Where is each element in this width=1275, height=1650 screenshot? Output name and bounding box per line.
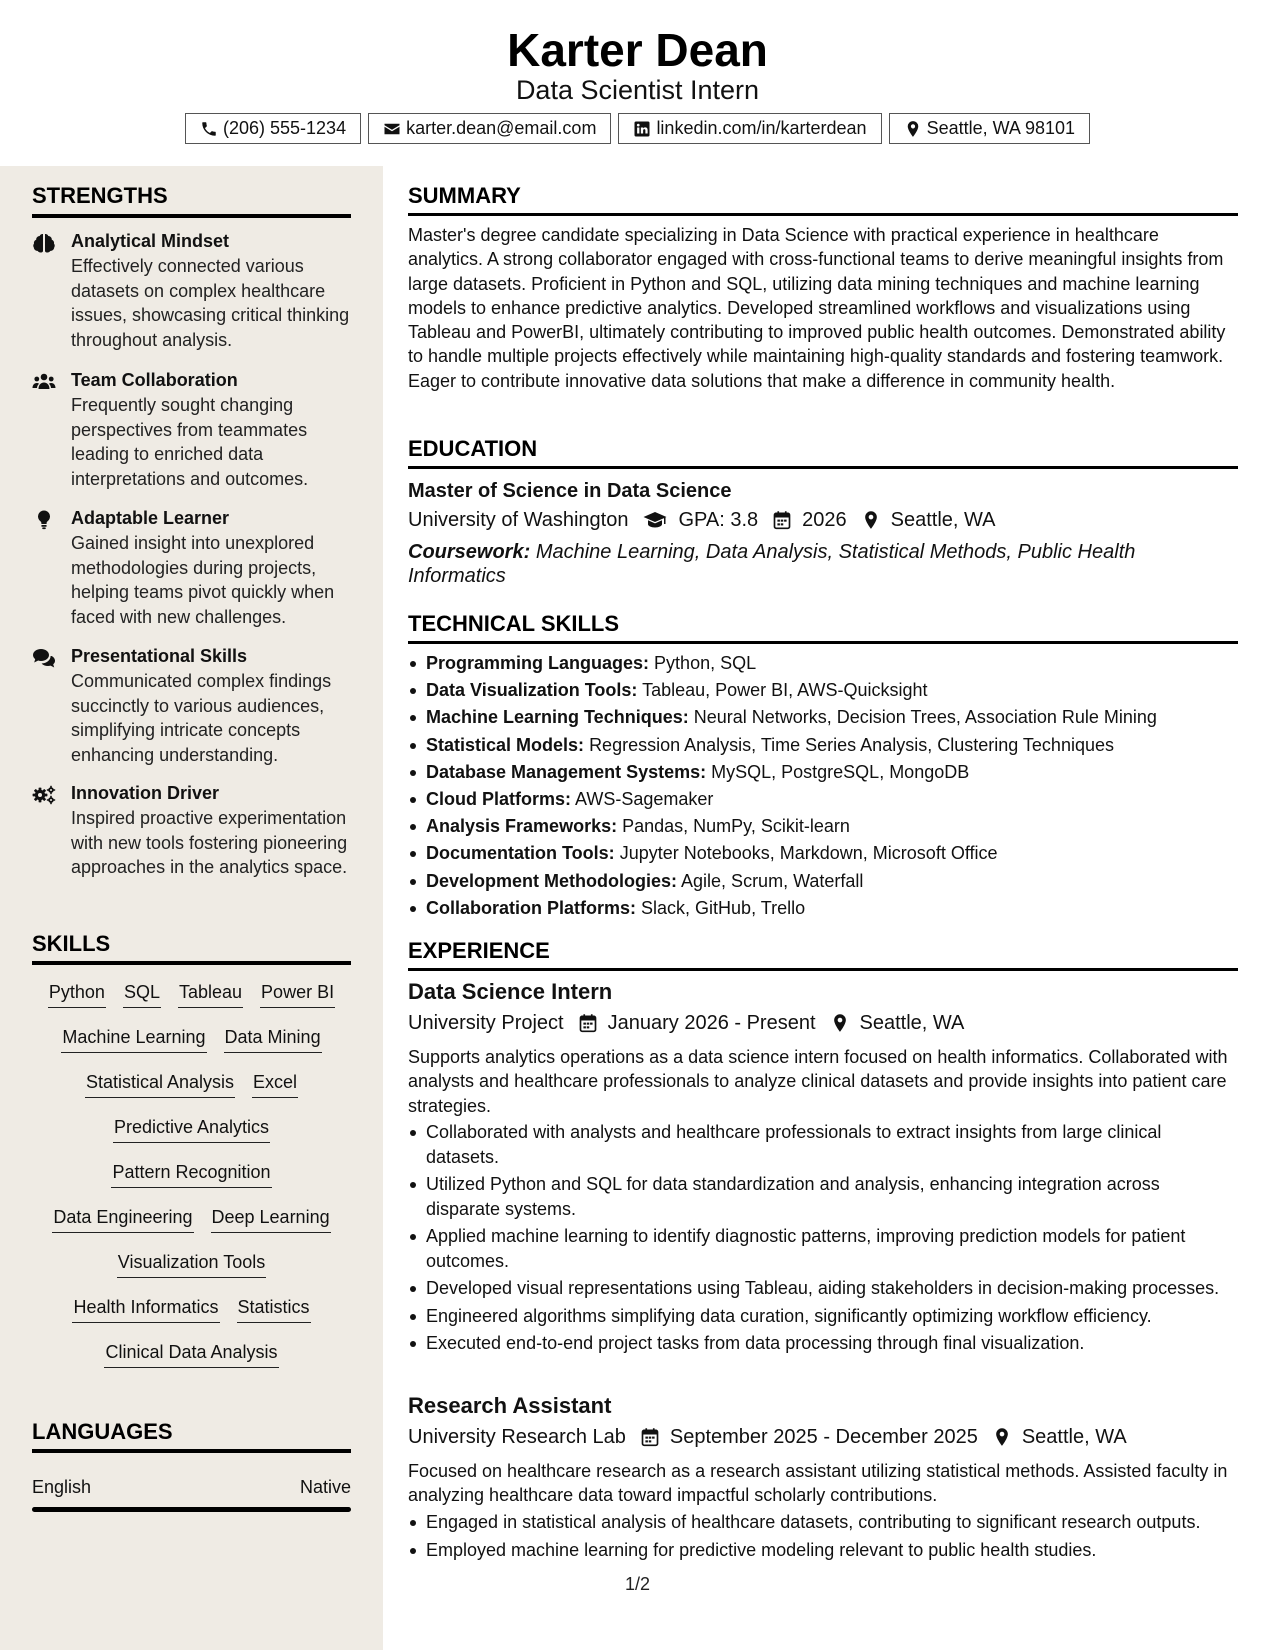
- list-item: Collaborated with analysts and healthcare professionals to extract insights from large clinical datasets.: [408, 1120, 1238, 1169]
- strength-description: Effectively connected various datasets on complex healthcare issues, showcasing critical thinking throughout analysis.: [71, 256, 350, 350]
- calendar-icon: [772, 510, 792, 530]
- contact-linkedin-text: linkedin.com/in/karterdean: [656, 118, 867, 138]
- education-heading: EDUCATION: [408, 436, 538, 461]
- list-item: [408, 759, 1238, 786]
- skill-row: [32, 1070, 351, 1098]
- skill-values: Python, SQL: [654, 653, 757, 673]
- strength-title: Presentational Skills: [71, 646, 248, 666]
- education-divider: [408, 466, 1238, 469]
- map-marker-icon: [861, 510, 881, 530]
- contact-email-text: karter.dean@email.com: [406, 118, 597, 138]
- skill-category: Programming Languages:: [426, 653, 650, 673]
- technical-skills-list: [408, 650, 1238, 922]
- job-organization: University Research Lab: [408, 1426, 626, 1448]
- contact-phone[interactable]: [185, 113, 361, 144]
- skill-values: Regression Analysis, Time Series Analysis, Clustering Techniques: [589, 734, 1114, 755]
- skill-tag: Pattern Recognition: [111, 1160, 271, 1188]
- school-name: University of Washington: [408, 509, 629, 531]
- contact-location[interactable]: [889, 113, 1090, 144]
- skill-tag: Statistical Analysis: [85, 1070, 235, 1098]
- skill-category: Cloud Platforms:: [426, 789, 572, 810]
- list-item: [408, 868, 1238, 895]
- job-location: Seattle, WA: [1021, 1426, 1127, 1448]
- graduation-cap-icon: [642, 510, 668, 530]
- list-item: [408, 677, 1238, 704]
- strength-description: Inspired proactive experimentation with new tools fostering pioneering approaches in the analytics space.: [71, 808, 348, 877]
- language-proficiency-track: [32, 1507, 351, 1512]
- skill-category: Collaboration Platforms:: [426, 897, 637, 918]
- job-bullets: [408, 1120, 1238, 1359]
- skill-category: Documentation Tools:: [426, 843, 615, 864]
- skill-category: Development Methodologies:: [426, 870, 678, 891]
- language-name: English: [32, 1477, 92, 1497]
- education-location: Seattle, WA: [890, 509, 996, 531]
- technical-skills-divider: [408, 641, 1238, 644]
- skill-tag: Excel: [252, 1070, 298, 1098]
- job-bullets: [408, 1510, 1238, 1565]
- job-meta: [408, 1424, 1238, 1450]
- education-meta: [408, 507, 1238, 533]
- list-item: Executed end-to-end project tasks from data processing through final visualization.: [408, 1331, 1238, 1356]
- skill-values: Agile, Scrum, Waterfall: [681, 870, 864, 891]
- skill-tag: Statistics: [237, 1295, 311, 1323]
- page-number: 1/2: [624, 1574, 651, 1594]
- job-meta: [408, 1010, 1238, 1036]
- contact-linkedin[interactable]: [618, 113, 881, 144]
- skill-values: Neural Networks, Decision Trees, Association Rule Mining: [693, 707, 1157, 728]
- cogs-icon: [32, 785, 56, 805]
- skill-tag: Python: [48, 980, 106, 1008]
- skill-tag: Deep Learning: [211, 1205, 331, 1233]
- skill-values: AWS-Sagemaker: [575, 789, 714, 810]
- contact-location-text: Seattle, WA 98101: [926, 118, 1075, 138]
- skill-row: [32, 1115, 351, 1143]
- gpa: GPA: 3.8: [678, 509, 759, 531]
- skill-tag: Health Informatics: [72, 1295, 219, 1323]
- candidate-name: Karter Dean: [507, 24, 768, 76]
- graduation-year: 2026: [802, 509, 847, 531]
- skill-row: [32, 1160, 351, 1188]
- contact-bar: [0, 113, 1275, 144]
- calendar-icon: [578, 1013, 598, 1033]
- users-icon: [32, 372, 56, 392]
- skill-tag: Machine Learning: [61, 1025, 206, 1053]
- skill-tag: Visualization Tools: [117, 1250, 266, 1278]
- envelope-icon: [383, 120, 401, 138]
- list-item: [408, 813, 1238, 840]
- strength-title: Adaptable Learner: [71, 508, 230, 528]
- list-item: Utilized Python and SQL for data standardization and analysis, enhancing integration across disparate systems.: [408, 1172, 1238, 1221]
- strength-description: Frequently sought changing perspectives from teammates leading to enriched data interpretations and outcomes.: [71, 395, 309, 489]
- map-marker-icon: [904, 120, 922, 138]
- skill-tag: SQL: [123, 980, 161, 1008]
- coursework-label: Coursework:: [408, 541, 531, 563]
- skill-category: Data Visualization Tools:: [426, 680, 638, 701]
- list-item: [408, 840, 1238, 867]
- language-row: [32, 1475, 351, 1499]
- job-title: Research Assistant: [408, 1393, 612, 1418]
- skill-row: [32, 980, 351, 1008]
- languages-heading: LANGUAGES: [32, 1419, 173, 1444]
- degree-name: Master of Science in Data Science: [408, 480, 732, 502]
- job-title-headline: Data Scientist Intern: [515, 75, 760, 105]
- skill-category: Statistical Models:: [426, 734, 585, 755]
- experience-heading: EXPERIENCE: [408, 938, 550, 963]
- job-dates: September 2025 - December 2025: [669, 1426, 978, 1448]
- strengths-divider: [32, 214, 351, 218]
- languages-divider: [32, 1449, 351, 1453]
- map-marker-icon: [830, 1013, 850, 1033]
- skill-values: Slack, GitHub, Trello: [641, 897, 806, 918]
- list-item: Engineered algorithms simplifying data curation, significantly optimizing workflow efficiency.: [408, 1304, 1238, 1329]
- skill-row: [32, 1025, 351, 1053]
- skill-values: Pandas, NumPy, Scikit-learn: [622, 816, 850, 837]
- job-dates: January 2026 - Present: [607, 1012, 816, 1034]
- linkedin-icon: [633, 120, 651, 138]
- phone-icon: [200, 120, 218, 138]
- skill-category: Database Management Systems:: [426, 761, 707, 782]
- coursework-list: Machine Learning, Data Analysis, Statistical Methods, Public Health Informatics: [408, 541, 1136, 587]
- summary-divider: [408, 213, 1238, 216]
- list-item: [408, 732, 1238, 759]
- contact-phone-text: (206) 555-1234: [222, 118, 347, 138]
- skill-row: [32, 1250, 351, 1278]
- skill-tag: Data Mining: [224, 1025, 322, 1053]
- calendar-icon: [640, 1427, 660, 1447]
- summary-text: Master's degree candidate specializing in Data Science with practical experience in healthcare analytics. A strong collaborator engaged with cross-functional teams to derive meaningful insights from large datasets. Proficient in Python and SQL, utilizing data mining techniques and machine learning models to enhance predictive analytics. Developed streamlined workflows and visualizations using Tableau and PowerBI, ultimately contributing to improved public health outcomes. Demonstrated ability to handle multiple projects effectively while maintaining high-quality standards and fostering teamwork. Eager to contribute innovative data solutions that make a difference in community health.: [408, 225, 1226, 391]
- technical-skills-heading: TECHNICAL SKILLS: [408, 611, 620, 636]
- map-marker-icon: [992, 1427, 1012, 1447]
- skill-row: [32, 1205, 351, 1233]
- language-proficiency-bar: [32, 1507, 351, 1512]
- coursework: [408, 540, 1238, 588]
- job-title: Data Science Intern: [408, 979, 613, 1004]
- brain-icon: [32, 233, 56, 253]
- lightbulb-icon: [32, 510, 56, 530]
- skill-values: Jupyter Notebooks, Markdown, Microsoft Office: [619, 843, 998, 864]
- skill-row: [32, 1340, 351, 1368]
- skill-category: Machine Learning Techniques:: [426, 707, 689, 728]
- strength-title: Analytical Mindset: [71, 231, 230, 251]
- strength-title: Team Collaboration: [71, 370, 238, 390]
- skill-category: Analysis Frameworks:: [426, 816, 618, 837]
- comments-icon: [32, 648, 56, 668]
- skill-tag: Clinical Data Analysis: [104, 1340, 278, 1368]
- skill-tag: Data Engineering: [52, 1205, 193, 1233]
- skills-divider: [32, 961, 351, 965]
- list-item: [408, 650, 1238, 677]
- language-level: Native: [299, 1477, 351, 1497]
- skill-values: Tableau, Power BI, AWS-Quicksight: [642, 680, 928, 701]
- skills-heading: SKILLS: [32, 931, 111, 956]
- job-description: Focused on healthcare research as a research assistant utilizing statistical methods. Assisted faculty in analyzing healthcare data toward impactful scholarly contributions.: [408, 1461, 1228, 1506]
- job-description: Supports analytics operations as a data science intern focused on health informatics. Collaborated with analysts and healthcare professionals to analyze clinical datasets and provide insights into patient care strategies.: [408, 1047, 1228, 1116]
- list-item: [408, 786, 1238, 813]
- list-item: [408, 704, 1238, 731]
- list-item: Developed visual representations using Tableau, aiding stakeholders in decision-making processes.: [408, 1276, 1238, 1301]
- list-item: Applied machine learning to identify diagnostic patterns, improving prediction models for patient outcomes.: [408, 1224, 1238, 1273]
- skill-tag: Power BI: [260, 980, 335, 1008]
- skill-values: MySQL, PostgreSQL, MongoDB: [711, 761, 970, 782]
- summary-heading: SUMMARY: [408, 183, 521, 208]
- strengths-heading: STRENGTHS: [32, 183, 168, 208]
- skill-tag: Predictive Analytics: [113, 1115, 270, 1143]
- strength-title: Innovation Driver: [71, 783, 220, 803]
- resume-header: [0, 0, 1275, 166]
- job-location: Seattle, WA: [859, 1012, 965, 1034]
- list-item: [408, 895, 1238, 922]
- job-organization: University Project: [408, 1012, 564, 1034]
- list-item: Employed machine learning for predictive modeling relevant to public health studies.: [408, 1538, 1238, 1563]
- experience-divider: [408, 968, 1238, 971]
- strength-description: Communicated complex findings succinctly to various audiences, simplifying intricate concepts enhancing understanding.: [71, 671, 332, 765]
- contact-email[interactable]: [368, 113, 611, 144]
- skill-row: [32, 1295, 351, 1323]
- skill-tag: Tableau: [178, 980, 243, 1008]
- list-item: Engaged in statistical analysis of healthcare datasets, contributing to significant research outputs.: [408, 1510, 1238, 1535]
- strength-description: Gained insight into unexplored methodologies during projects, helping teams pivot quickly when faced with new challenges.: [71, 533, 335, 627]
